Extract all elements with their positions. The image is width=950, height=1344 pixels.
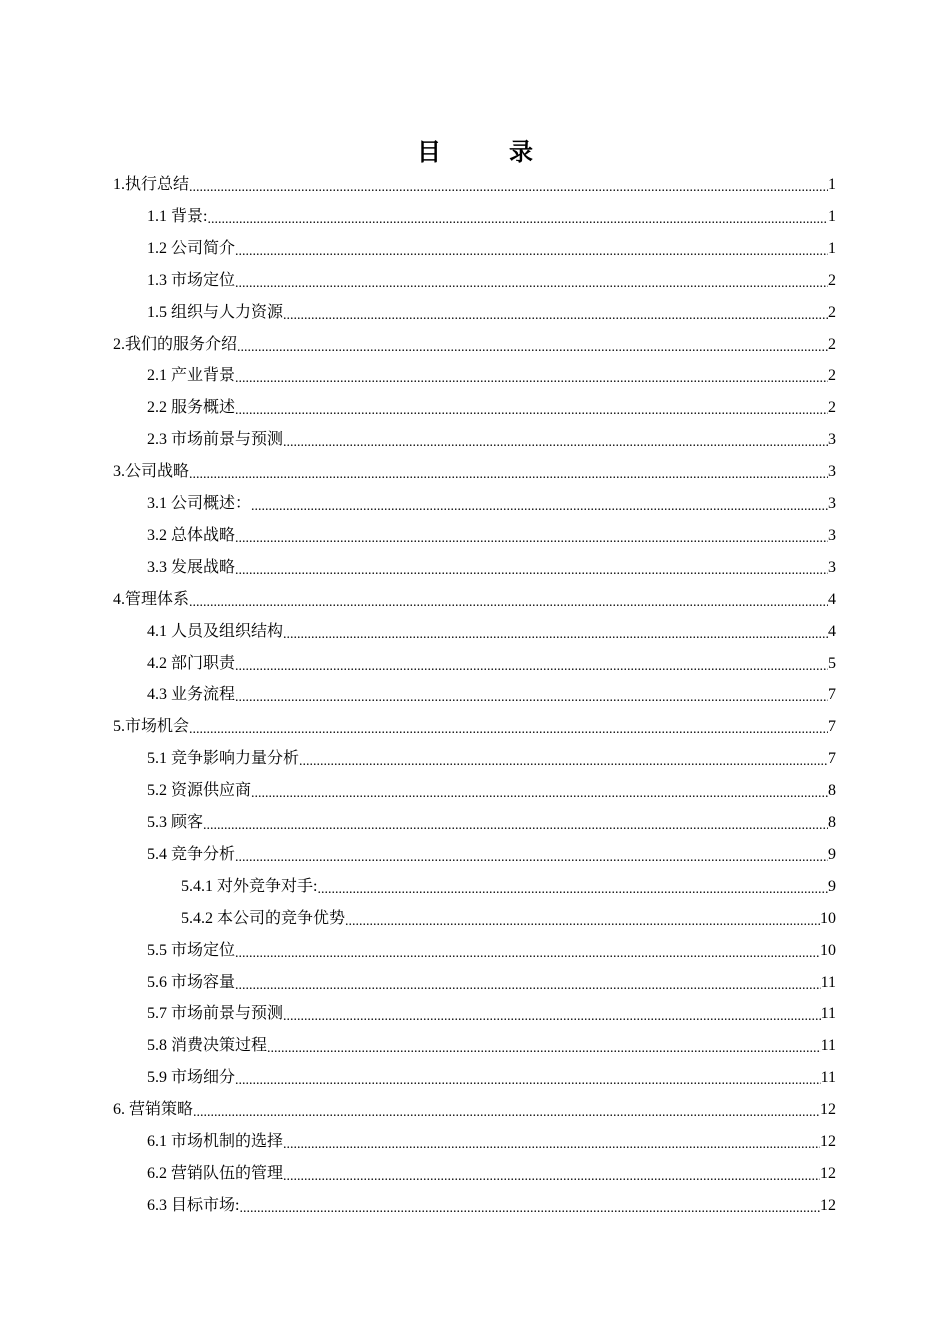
toc-entry-page-number: 7 xyxy=(828,750,836,767)
toc-entry-label: 4.2 部门职责 xyxy=(147,655,236,672)
toc-entry-label: 5.4.2 本公司的竞争优势 xyxy=(181,910,346,927)
toc-entry[interactable] xyxy=(147,1126,836,1158)
toc-entry-label: 4.管理体系 xyxy=(113,591,190,608)
toc-entry[interactable] xyxy=(147,1062,836,1094)
toc-leader-dots xyxy=(235,1062,821,1094)
toc-entry[interactable] xyxy=(181,903,836,935)
toc-entry[interactable] xyxy=(147,233,836,265)
toc-leader-dots xyxy=(345,903,820,935)
toc-leader-dots xyxy=(317,871,828,903)
toc-entry-page-number: 3 xyxy=(828,463,836,480)
toc-entry-label: 6.2 营销队伍的管理 xyxy=(147,1165,284,1182)
toc-leader-dots xyxy=(189,711,828,743)
toc-leader-dots xyxy=(189,456,828,488)
toc-leader-dots xyxy=(251,488,828,520)
toc-leader-dots xyxy=(239,1190,820,1222)
toc-entry[interactable] xyxy=(147,679,836,711)
toc-leader-dots xyxy=(235,967,821,999)
toc-leader-dots xyxy=(207,201,828,233)
toc-entry-page-number: 12 xyxy=(820,1197,836,1214)
toc-entry-page-number: 8 xyxy=(828,782,836,799)
toc-entry-label: 1.执行总结 xyxy=(113,176,190,193)
toc-entry[interactable] xyxy=(147,265,836,297)
toc-entry[interactable] xyxy=(147,1190,836,1222)
toc-entry-label: 5.4.1 对外竞争对手: xyxy=(181,878,318,895)
toc-leader-dots xyxy=(189,584,828,616)
toc-entry-label: 5.4 竞争分析 xyxy=(147,846,236,863)
toc-entry-page-number: 3 xyxy=(828,527,836,544)
toc-entry[interactable] xyxy=(147,552,836,584)
toc-entry-page-number: 4 xyxy=(828,591,836,608)
toc-entry[interactable] xyxy=(113,711,836,743)
toc-entry-label: 2.我们的服务介绍 xyxy=(113,336,238,353)
toc-leader-dots xyxy=(299,743,828,775)
toc-entry-page-number: 4 xyxy=(828,623,836,640)
toc-entry[interactable] xyxy=(147,392,836,424)
toc-entry[interactable] xyxy=(147,648,836,680)
toc-entry[interactable] xyxy=(147,424,836,456)
toc-entry-page-number: 1 xyxy=(828,240,836,257)
toc-entry-page-number: 2 xyxy=(828,399,836,416)
toc-entry[interactable] xyxy=(147,1158,836,1190)
toc-leader-dots xyxy=(237,329,828,361)
toc-entry-page-number: 3 xyxy=(828,495,836,512)
toc-title: 目 录 xyxy=(417,138,555,166)
toc-entry-page-number: 11 xyxy=(820,974,836,991)
toc-entry-label: 1.5 组织与人力资源 xyxy=(147,304,284,321)
toc-leader-dots xyxy=(203,807,828,839)
toc-entry-page-number: 5 xyxy=(828,655,836,672)
toc-entry[interactable] xyxy=(147,488,836,520)
toc-entry-label: 6.1 市场机制的选择 xyxy=(147,1133,284,1150)
toc-entry-page-number: 9 xyxy=(828,878,836,895)
toc-leader-dots xyxy=(235,360,828,392)
toc-entry-page-number: 1 xyxy=(828,176,836,193)
toc-entry-label: 3.2 总体战略 xyxy=(147,527,236,544)
toc-entry[interactable] xyxy=(113,1094,836,1126)
toc-entry-label: 1.1 背景: xyxy=(147,208,208,225)
toc-leader-dots xyxy=(251,775,828,807)
toc-entry-page-number: 10 xyxy=(820,910,836,927)
toc-entry-label: 3.1 公司概述： xyxy=(147,495,252,512)
toc-entry[interactable] xyxy=(147,743,836,775)
toc-leader-dots xyxy=(235,679,828,711)
toc-entry-label: 5.7 市场前景与预测 xyxy=(147,1005,284,1022)
toc-entry[interactable] xyxy=(181,871,836,903)
toc-entry-label: 6. 营销策略 xyxy=(113,1101,194,1118)
toc-entry[interactable] xyxy=(147,935,836,967)
toc-entry-label: 5.8 消费决策过程 xyxy=(147,1037,268,1054)
toc-leader-dots xyxy=(283,424,828,456)
toc-entry-label: 2.1 产业背景 xyxy=(147,367,236,384)
toc-leader-dots xyxy=(283,1126,820,1158)
toc-entry-label: 5.5 市场定位 xyxy=(147,942,236,959)
toc-entry[interactable] xyxy=(147,775,836,807)
toc-leader-dots xyxy=(235,233,828,265)
toc-leader-dots xyxy=(235,552,828,584)
toc-leader-dots xyxy=(235,265,828,297)
toc-entry-page-number: 3 xyxy=(828,431,836,448)
toc-entry-page-number: 2 xyxy=(828,272,836,289)
toc-entry-page-number: 12 xyxy=(820,1165,836,1182)
toc-entry[interactable] xyxy=(113,329,836,361)
toc-leader-dots xyxy=(189,169,828,201)
toc-leader-dots xyxy=(235,935,820,967)
toc-entry-page-number: 12 xyxy=(820,1133,836,1150)
toc-entry[interactable] xyxy=(147,201,836,233)
toc-entry-page-number: 7 xyxy=(828,686,836,703)
toc-entry[interactable] xyxy=(147,297,836,329)
toc-entry-label: 5.3 顾客 xyxy=(147,814,204,831)
toc-entry-label: 3.公司战略 xyxy=(113,463,190,480)
toc-entry-label: 5.2 资源供应商 xyxy=(147,782,252,799)
toc-entry-page-number: 2 xyxy=(828,304,836,321)
toc-entry[interactable] xyxy=(147,520,836,552)
toc-entry[interactable] xyxy=(147,1030,836,1062)
toc-entry[interactable] xyxy=(147,360,836,392)
toc-leader-dots xyxy=(267,1030,821,1062)
toc-leader-dots xyxy=(235,648,828,680)
toc-entry-label: 5.1 竞争影响力量分析 xyxy=(147,750,300,767)
toc-entry-label: 5.市场机会 xyxy=(113,718,190,735)
toc-entry[interactable] xyxy=(113,456,836,488)
toc-entry[interactable] xyxy=(147,839,836,871)
toc-entry[interactable] xyxy=(113,169,836,201)
toc-leader-dots xyxy=(283,297,828,329)
toc-entry-page-number: 7 xyxy=(828,718,836,735)
toc-entry-label: 6.3 目标市场: xyxy=(147,1197,240,1214)
toc-entry-label: 1.3 市场定位 xyxy=(147,272,236,289)
toc-entry-page-number: 11 xyxy=(820,1005,836,1022)
toc-entry[interactable] xyxy=(113,584,836,616)
toc-entry-page-number: 2 xyxy=(828,367,836,384)
toc-entry-label: 2.3 市场前景与预测 xyxy=(147,431,284,448)
toc-entry[interactable] xyxy=(147,998,836,1030)
toc-entry-label: 5.9 市场细分 xyxy=(147,1069,236,1086)
toc-entry-page-number: 10 xyxy=(820,942,836,959)
toc-entry[interactable] xyxy=(147,807,836,839)
toc-entry-label: 1.2 公司简介 xyxy=(147,240,236,257)
toc-entry-label: 4.1 人员及组织结构 xyxy=(147,623,284,640)
toc-entry-label: 2.2 服务概述 xyxy=(147,399,236,416)
toc-entry-page-number: 2 xyxy=(828,336,836,353)
toc-leader-dots xyxy=(283,1158,820,1190)
toc-entry-label: 5.6 市场容量 xyxy=(147,974,236,991)
toc-entry-page-number: 1 xyxy=(828,208,836,225)
toc-entry-label: 4.3 业务流程 xyxy=(147,686,236,703)
toc-entry-page-number: 12 xyxy=(820,1101,836,1118)
toc-leader-dots xyxy=(235,520,828,552)
toc-entry[interactable] xyxy=(147,967,836,999)
toc-entry-page-number: 3 xyxy=(828,559,836,576)
toc-leader-dots xyxy=(193,1094,820,1126)
toc-entry-label: 3.3 发展战略 xyxy=(147,559,236,576)
toc-leader-dots xyxy=(283,616,828,648)
toc-leader-dots xyxy=(283,998,821,1030)
toc-entry-page-number: 9 xyxy=(828,846,836,863)
toc-leader-dots xyxy=(235,392,828,424)
toc-entry-page-number: 11 xyxy=(820,1069,836,1086)
toc-leader-dots xyxy=(235,839,828,871)
toc-entry-page-number: 8 xyxy=(828,814,836,831)
toc-entry[interactable] xyxy=(147,616,836,648)
toc-entry-page-number: 11 xyxy=(820,1037,836,1054)
